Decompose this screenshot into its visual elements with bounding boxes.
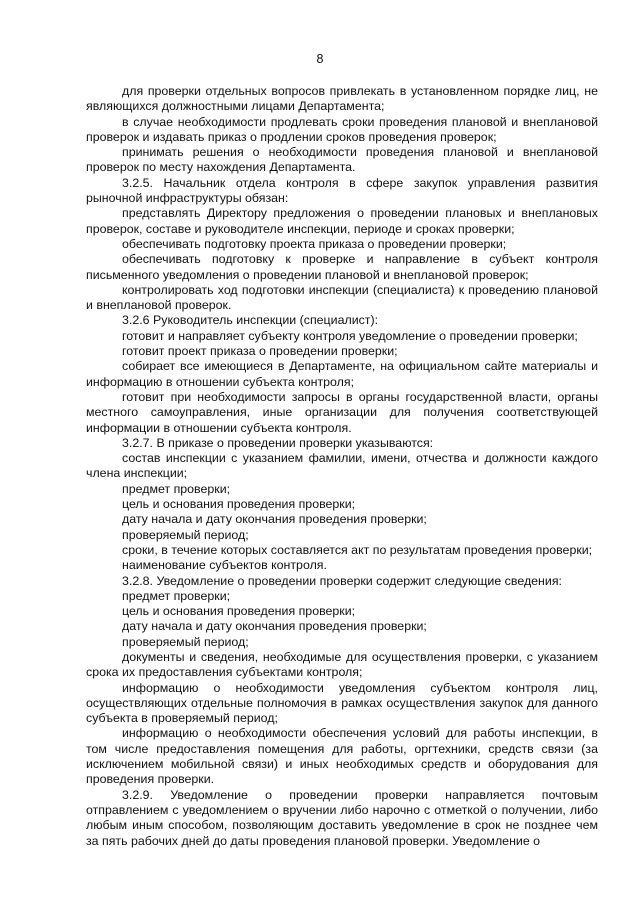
paragraph: проверяемый период; [122, 634, 249, 649]
paragraph: в случае необходимости продлевать сроки проведения плановой и внеплановой проверок и издавать приказ о продлении сроков проведения проверок; [86, 114, 598, 144]
paragraph: предмет проверки; [122, 481, 231, 496]
paragraph: дату начала и дату окончания проведения проверки; [122, 512, 427, 527]
paragraph: принимать решения о необходимости проведения плановой и внеплановой проверок по месту нахождения Департамента. [86, 145, 598, 175]
section-heading-3-2-6: 3.2.6 Руководитель инспекции (специалист): [122, 313, 379, 328]
paragraph: состав инспекции с указанием фамилии, имени, отчества и должности каждого члена инспекции; [86, 451, 598, 481]
paragraph: цель и основания проведения проверки; [122, 604, 356, 619]
paragraph: наименование субъектов контроля. [122, 558, 327, 573]
paragraph: обеспечивать подготовку проекта приказа о проведении проверки; [122, 236, 507, 251]
paragraph: документы и сведения, необходимые для осуществления проверки, с указанием срока их предоставления субъектами контроля; [86, 649, 598, 680]
paragraph: дату начала и дату окончания проведения проверки; [122, 619, 427, 634]
paragraph: для проверки отдельных вопросов привлекать в установленном порядке лиц, не являющихся должностными лицами Департамента; [86, 84, 598, 114]
paragraph: готовит проект приказа о проведении проверки; [122, 344, 398, 359]
section-heading-3-2-7: 3.2.7. В приказе о проведении проверки указываются: [122, 435, 434, 450]
section-heading-3-2-8: 3.2.8. Уведомление о проведении проверки содержит следующие сведения: [122, 573, 562, 588]
paragraph: собирает все имеющиеся в Департаменте, на официальном сайте материалы и информацию в отношении субъекта контроля; [86, 359, 598, 389]
paragraph: информацию о необходимости уведомления субъектом контроля лиц, осуществляющих отдельные полномочия в рамках осуществления закупок для данного субъекта в проверяемый период; [86, 680, 598, 726]
paragraph: обеспечивать подготовку к проверке и направление в субъект контроля письменного уведомления о проведении плановой и внеплановой проверок; [86, 252, 598, 282]
section-heading-3-2-9: 3.2.9. Уведомление о проведении проверки направляется почтовым отправлением с уведомлением о вручении либо нарочно с отметкой о получении, либо любым иным способом, позволяющим доставить уведомление в срок не позднее чем за пять рабочих дней до даты проведения плановой проверки. Уведомление о [86, 787, 598, 848]
paragraph: готовит и направляет субъекту контроля уведомление о проведении проверки; [122, 328, 578, 343]
paragraph: сроки, в течение которых составляется акт по результатам проведения проверки; [122, 542, 593, 557]
document-body [86, 84, 598, 849]
paragraph: представлять Директору предложения о проведении плановых и внеплановых проверок, составе и руководителе инспекции, периоде и сроках проверки; [86, 206, 598, 236]
paragraph: информацию о необходимости обеспечения условий для работы инспекции, в том числе предоставления помещения для работы, оргтехники, средств связи (за исключением мобильной связи) и иных необходимых средств и оборудования для проведения проверки. [86, 726, 598, 787]
paragraph: цель и основания проведения проверки; [122, 497, 356, 512]
paragraph: проверяемый период; [122, 527, 249, 542]
paragraph: контролировать ход подготовки инспекции (специалиста) к проведению плановой и внеплановой проверок. [86, 282, 598, 313]
paragraph: готовит при необходимости запросы в органы государственной власти, органы местного самоуправления, иные организации для получения соответствующей информации в отношении субъекта контроля. [86, 389, 598, 435]
page-number: 8 [316, 52, 324, 66]
paragraph: предмет проверки; [122, 588, 231, 603]
section-heading-3-2-5: 3.2.5. Начальник отдела контроля в сфере закупок управления развития рыночной инфраструктуры обязан: [86, 175, 598, 206]
